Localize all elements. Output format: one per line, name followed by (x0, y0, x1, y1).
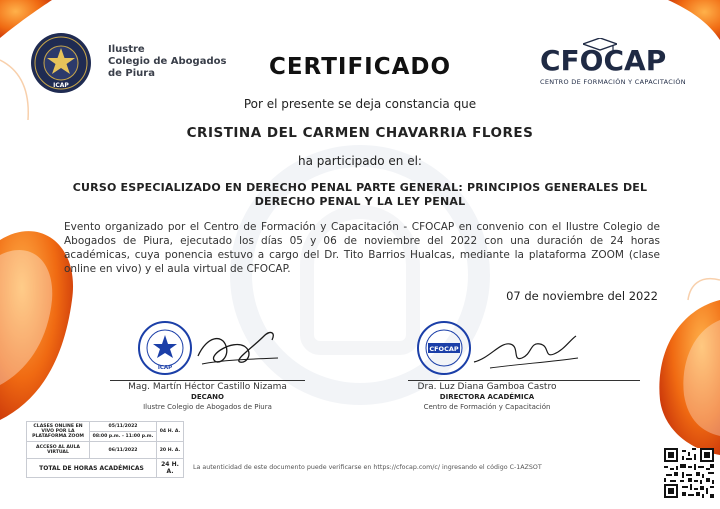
left-signer-name: Mag. Martín Héctor Castillo Nizama (128, 382, 287, 392)
table-cell-label: ACCESO AL AULA VIRTUAL (27, 442, 90, 459)
course-title-line1: CURSO ESPECIALIZADO EN DERECHO PENAL PARTE GENERAL: PRINCIPIOS GENERALES DEL (72, 181, 648, 194)
left-signer-org: Ilustre Colegio de Abogados de Piura (143, 403, 272, 411)
course-title-line2: DERECHO PENAL Y LA LEY PENAL (254, 195, 466, 208)
right-signer-role: DIRECTORA ACADÉMICA (439, 393, 535, 401)
verification-text: La autenticidad de este documento puede verificarse en https://cfocap.com/c/ ingresando el código C-1AZSOT (193, 464, 542, 471)
table-row (27, 442, 184, 459)
table-cell-hours: 04 H. A. (157, 422, 184, 442)
table-cell-hours: 20 H. A. (157, 442, 184, 459)
table-cell-date: 06/11/2022 (90, 442, 157, 459)
recipient-name: CRISTINA DEL CARMEN CHAVARRIA FLORES (186, 125, 534, 141)
table-cell-total-label: TOTAL DE HORAS ACADÉMICAS (27, 459, 157, 478)
left-signature (192, 326, 282, 374)
right-signature (470, 328, 580, 374)
seal-abbr-text: ICAP (53, 82, 69, 89)
left-org-line3: de Piura (108, 68, 155, 79)
cfocap-stamp (416, 320, 472, 376)
left-signer-role: DECANO (191, 393, 224, 401)
table-row-total (27, 459, 184, 478)
cfocap-subtitle: CENTRO DE FORMACIÓN Y CAPACITACIÓN (540, 78, 686, 86)
icap-stamp-abbr: ICAP (157, 365, 173, 371)
issue-date: 07 de noviembre del 2022 (506, 289, 658, 303)
left-org-line1: Ilustre (108, 44, 145, 55)
academic-hours-table (26, 421, 184, 478)
certificate-title: CERTIFICADO (268, 54, 452, 80)
intro-text: Por el presente se deja constancia que (243, 97, 477, 111)
right-signer-org: Centro de Formación y Capacitación (423, 403, 551, 411)
event-description: Evento organizado por el Centro de Formación y Capacitación - CFOCAP en convenio con el Ilustre Colegio de Abogados de Piura, ejecutado los días 05 y 06 de noviembre del 2022 con una duración de 24 horas académicas, cuya ponencia estuvo a cargo del Dr. Tito Barrios Hualcas, mediante la plataforma ZOOM (clase online en vivo) y el aula virtual de CFOCAP. (64, 221, 660, 275)
right-signature-line (408, 380, 640, 381)
course-title (60, 181, 660, 209)
qr-code-icon[interactable] (664, 448, 714, 498)
left-signature-line (110, 380, 305, 381)
cfocap-stamp-abbr: CFOCAP (429, 345, 459, 353)
table-cell-date: 05/11/2022 (90, 422, 157, 432)
left-org-line2: Colegio de Abogados (108, 56, 227, 67)
table-cell-total-hours: 24 H. A. (157, 459, 184, 478)
table-row (27, 422, 184, 432)
participation-text: ha participado en el: (298, 154, 422, 168)
cfocap-brand: CFOCAP (540, 44, 667, 77)
table-cell-time: 08:00 p.m. - 11:00 p.m. (90, 432, 157, 442)
icap-stamp (137, 320, 193, 376)
right-signer-name: Dra. Luz Diana Gamboa Castro (417, 382, 557, 392)
table-cell-label: CLASES ONLINE EN VIVO POR LA PLATAFORMA ZOOM (27, 422, 90, 442)
